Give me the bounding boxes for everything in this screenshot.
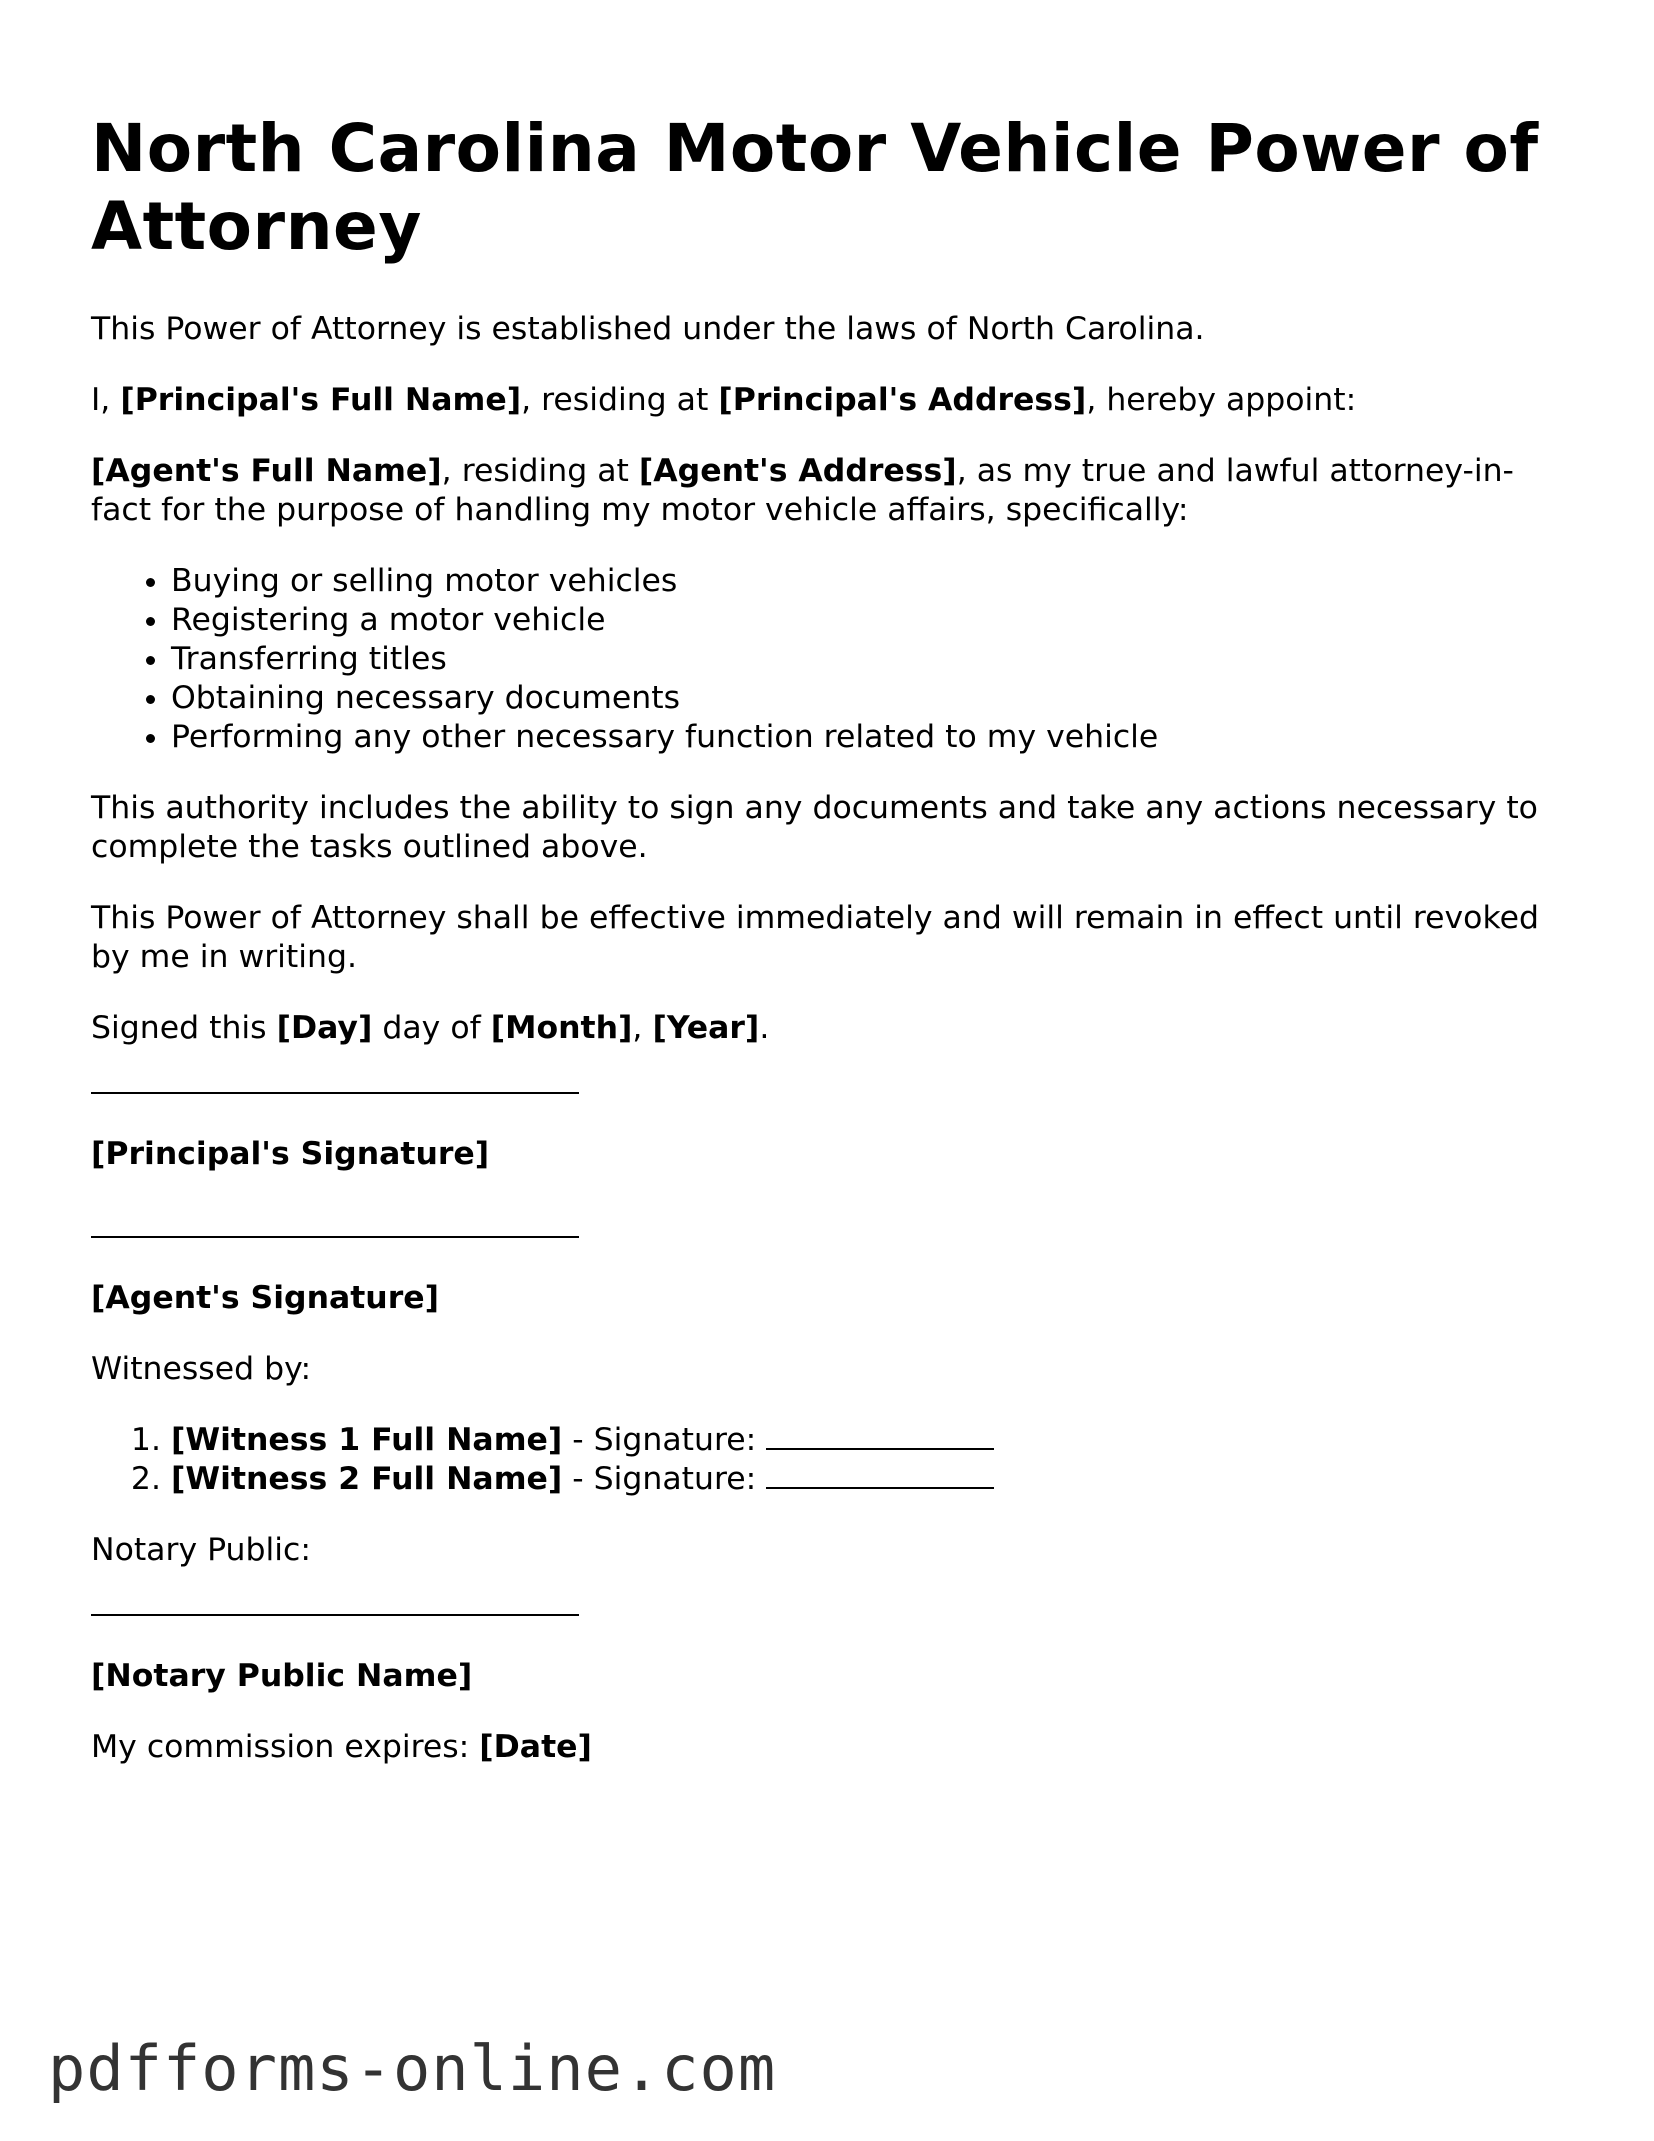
document-title: North Carolina Motor Vehicle Power of Attorney [91,110,1539,265]
commission-prefix: My commission expires: [91,1729,480,1765]
list-item: • Performing any other necessary function related to my vehicle [171,718,1571,757]
signed-date-line [91,1009,1571,1048]
notary-label: Notary Public: [91,1532,311,1568]
month-placeholder: [Month] [490,1010,633,1046]
witness-name-placeholder: [Witness 2 Full Name] [171,1461,563,1497]
witness-signature-label: - Signature: [562,1422,767,1458]
commission-date-placeholder: [Date] [479,1729,592,1765]
list-item: • Registering a motor vehicle [171,601,1571,640]
witnessed-by-label: Witnessed by: [91,1351,312,1387]
list-item: • Transferring titles [171,640,1571,679]
agent-signature-label: [Agent's Signature] [91,1280,440,1316]
agent-address-placeholder: [Agent's Address] [638,453,957,489]
list-item: • Buying or selling motor vehicles [171,562,1571,601]
witness-signature-blank[interactable] [766,1424,994,1450]
commission-line [91,1728,1571,1767]
signed-prefix: Signed this [91,1010,277,1046]
agent-mid: , residing at [441,453,639,489]
authority-paragraph: This authority includes the ability to sign any documents and take any actions necessary to complete the tasks outlined above. [91,790,1538,865]
year-placeholder: [Year] [652,1010,760,1046]
signed-mid1: day of [372,1010,491,1046]
notary-signature-line[interactable] [91,1614,579,1616]
agent-signature-line[interactable] [91,1236,579,1238]
agent-name-placeholder: [Agent's Full Name] [91,453,442,489]
witness-list [91,1421,1571,1499]
principal-address-placeholder: [Principal's Address] [718,382,1087,418]
intro-paragraph: This Power of Attorney is established under the laws of North Carolina. [91,311,1205,347]
witness-name-placeholder: [Witness 1 Full Name] [171,1422,563,1458]
principal-signature-line[interactable] [91,1092,579,1094]
watermark: pdfforms-online.com [48,2032,777,2105]
list-item: • Obtaining necessary documents [171,679,1571,718]
witness-signature-blank[interactable] [766,1463,994,1489]
principal-signature-label: [Principal's Signature] [91,1136,490,1172]
signed-suffix: . [759,1010,770,1046]
effective-paragraph: This Power of Attorney shall be effective immediately and will remain in effect until revoked by me in writing. [91,900,1539,975]
appointment-paragraph [91,381,1571,420]
agent-suffix: , as my true and lawful attorney-in-fact for the purpose of handling my motor vehicle affairs, specifically: [91,453,1514,528]
appoint-suffix: , hereby appoint: [1086,382,1357,418]
appoint-mid: , residing at [521,382,719,418]
notary-name-placeholder: [Notary Public Name] [91,1658,473,1694]
day-placeholder: [Day] [276,1010,373,1046]
signed-mid2: , [632,1010,653,1046]
list-item [171,1421,1571,1460]
list-item [171,1460,1571,1499]
appoint-prefix: I, [91,382,121,418]
powers-list [91,562,1571,757]
witness-signature-label: - Signature: [562,1461,767,1497]
principal-name-placeholder: [Principal's Full Name] [120,382,522,418]
document-page [91,110,1571,1799]
agent-paragraph [91,452,1571,530]
